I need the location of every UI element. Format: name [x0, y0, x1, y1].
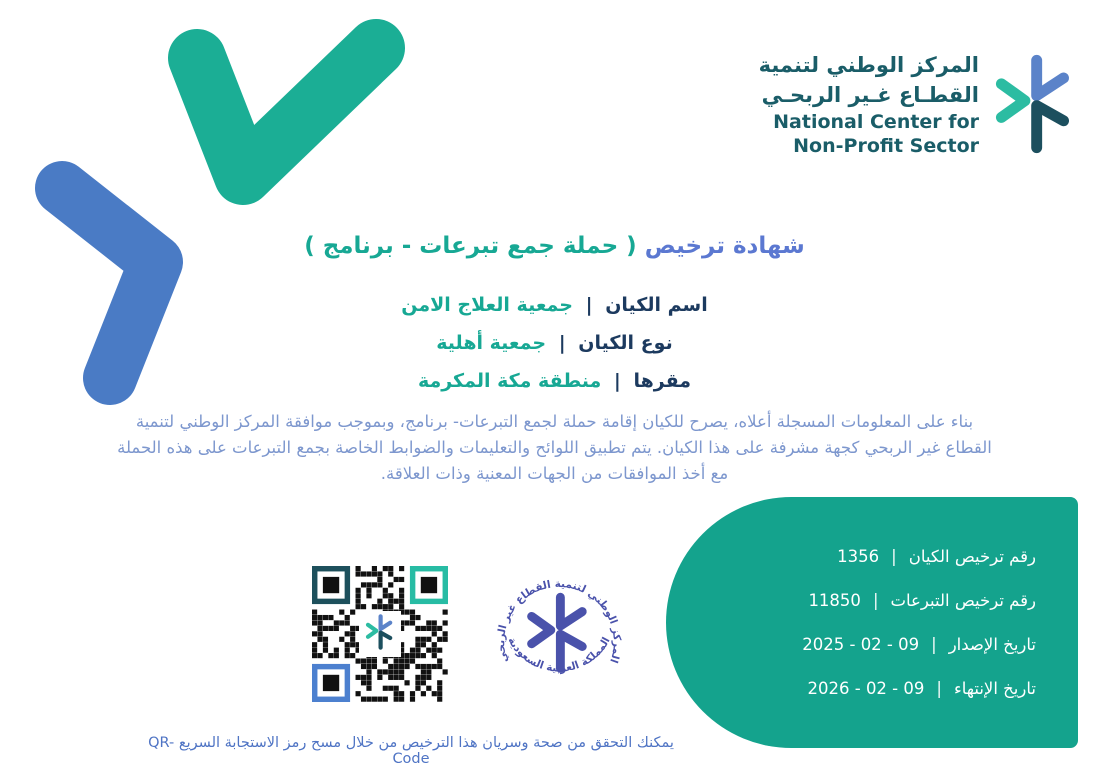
- expiry-date-row: [666, 679, 1036, 698]
- entity-type-value: جمعية أهلية: [436, 332, 547, 354]
- logo-english-line1: National Center for: [773, 111, 979, 133]
- ncnp-logo: [759, 50, 1077, 158]
- logo-english-line2: Non-Profit Sector: [793, 135, 979, 157]
- donation-license-number-row: [666, 591, 1036, 610]
- issue-date-row: [666, 635, 1036, 654]
- entity-location-value: منطقة مكة المكرمة: [417, 370, 602, 392]
- entity-license-number-value: 1356: [837, 547, 880, 566]
- donation-license-number-value: 11850: [808, 591, 861, 610]
- entity-license-number-label: رقم ترخيص الكيان: [908, 547, 1036, 566]
- issue-date-label: تاريخ الإصدار: [948, 635, 1036, 654]
- issue-date-value: 09 - 02 - 2025: [802, 635, 920, 654]
- entity-name-line: [0, 286, 1109, 324]
- separator: |: [891, 547, 897, 566]
- qr-verification-caption: يمكنك التحقق من صحة وسريان هذا الترخيص من خلال مسح رمز الاستجابة السريع QR-Code: [148, 735, 674, 767]
- entity-type-label: نوع الكيان: [578, 332, 673, 354]
- ncnp-logo-text: [759, 50, 979, 158]
- qr-code: [312, 566, 448, 702]
- certificate-title: [0, 233, 1109, 259]
- license-statement: [90, 409, 1020, 487]
- separator: |: [613, 370, 621, 392]
- title-prefix: شهادة ترخيص: [644, 233, 805, 259]
- qr-center-logo-icon: [359, 611, 401, 657]
- separator: |: [558, 332, 566, 354]
- license-details-box: [666, 497, 1078, 748]
- entity-location-line: [0, 362, 1109, 400]
- entity-name-label: اسم الكيان: [605, 294, 708, 316]
- logo-arabic-line1: المركز الوطني لتنمية: [758, 53, 979, 77]
- entity-license-number-row: [666, 547, 1036, 566]
- separator: |: [585, 294, 593, 316]
- expiry-date-value: 09 - 02 - 2026: [807, 679, 925, 698]
- expiry-date-label: تاريخ الإنتهاء: [953, 679, 1036, 698]
- entity-name-value: جمعية العلاج الامن: [401, 294, 573, 316]
- entity-location-label: مقرها: [633, 370, 692, 392]
- statement-line3: مع أخذ الموافقات من الجهات المعنية وذات العلاقة.: [380, 464, 729, 483]
- stamp-text-bottom: المملكة العربية السعودية: [505, 635, 613, 675]
- title-suffix: ( حملة جمع تبرعات - برنامج ): [304, 233, 637, 259]
- statement-line1: بناء على المعلومات المسجلة أعلاه، يصرح للكيان إقامة حملة لجمع التبرعات- برنامج، وبموجب موافقة المركز الوطني لتنمية: [135, 412, 974, 431]
- donation-license-number-label: رقم ترخيص التبرعات: [890, 591, 1036, 610]
- official-stamp: [486, 558, 632, 704]
- ncnp-logo-mark-icon: [993, 53, 1077, 155]
- teal-checkmark-shape: [197, 48, 376, 176]
- statement-line2: القطاع غير الربحي كجهة مشرفة على هذا الكيان. يتم تطبيق اللوائح والتعليمات والضوابط الخاصة بجمع التبرعات على هذه الحملة: [117, 438, 992, 457]
- separator: |: [872, 591, 879, 610]
- stamp-text-top: المركز الوطني لتنمية القطاع غير الربحي: [495, 578, 623, 665]
- logo-arabic-line2: القطـاع غـير الربحـي: [761, 83, 979, 107]
- stamp-center-mark-icon: [532, 597, 583, 668]
- separator: |: [936, 679, 942, 698]
- entity-info: [0, 286, 1109, 400]
- entity-type-line: [0, 324, 1109, 362]
- separator: |: [931, 635, 937, 654]
